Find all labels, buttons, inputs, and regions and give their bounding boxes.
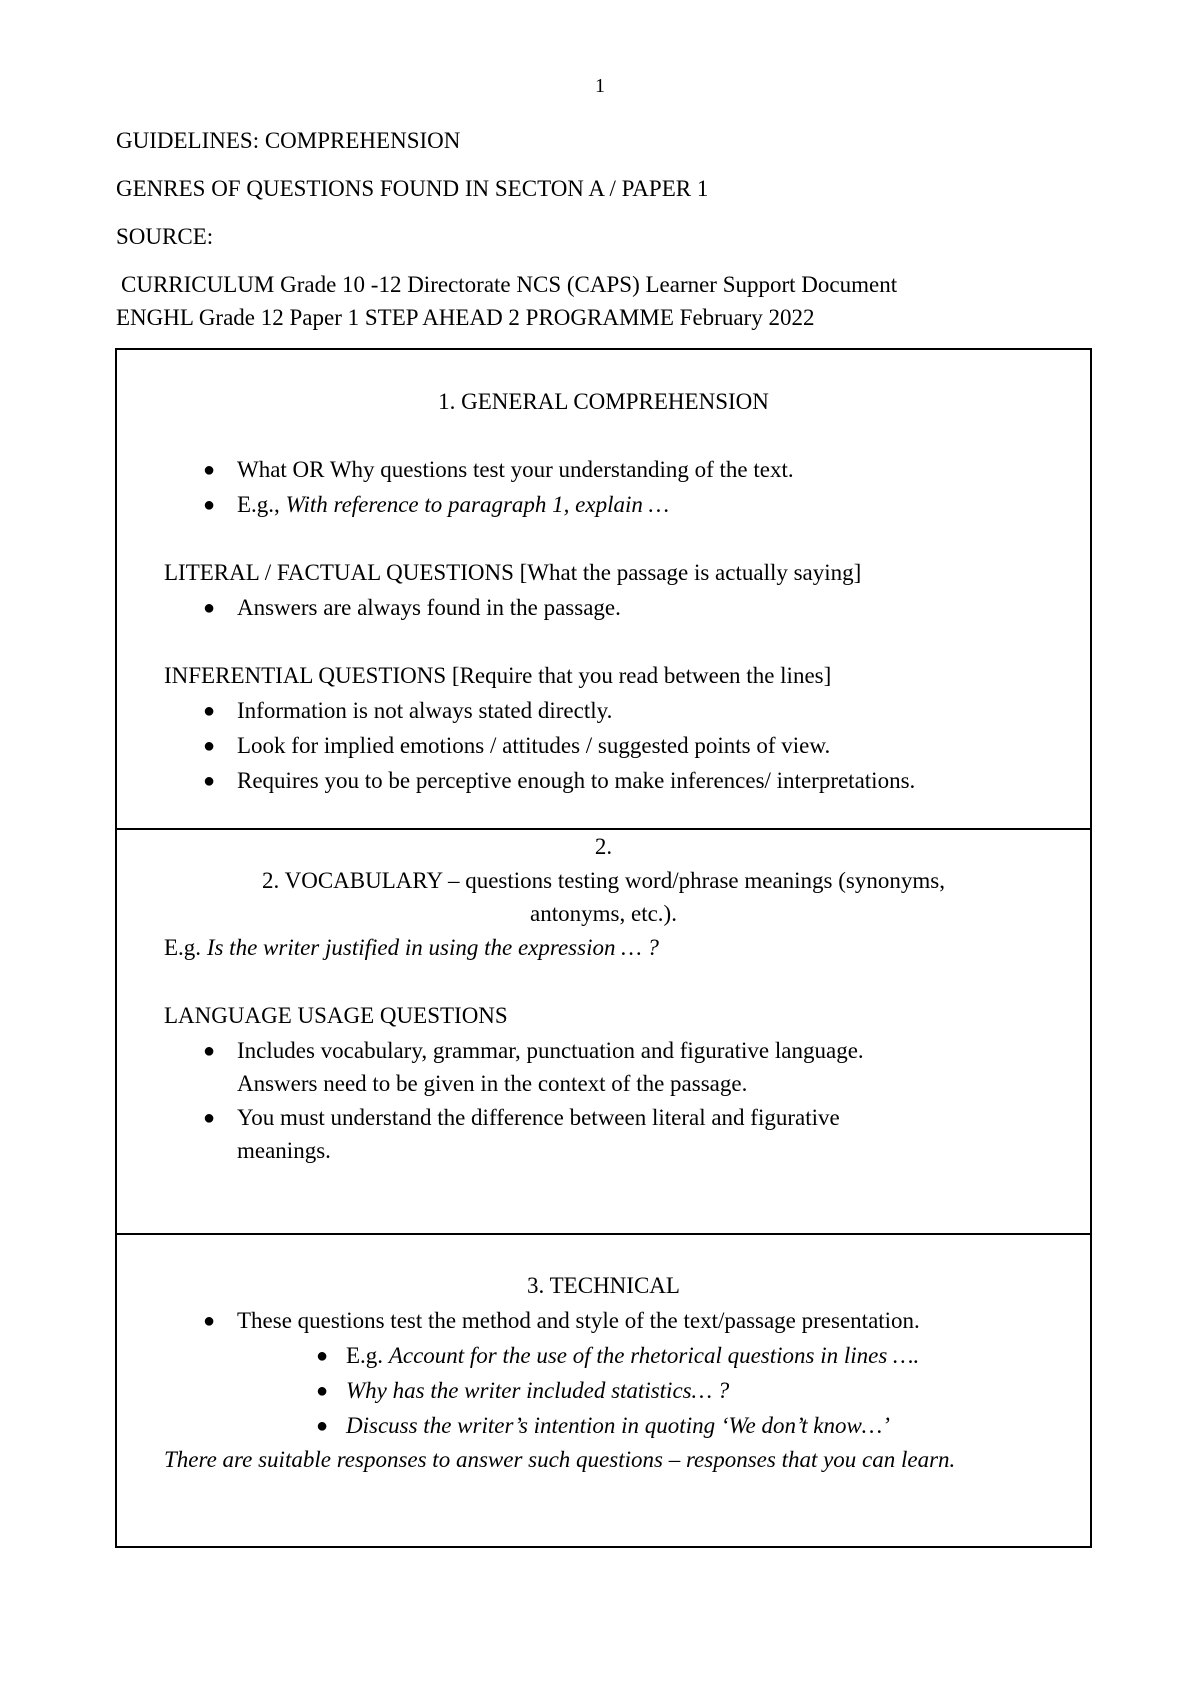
section-1-title: 1. GENERAL COMPREHENSION (438, 389, 769, 414)
bullet-icon: ● (203, 1107, 216, 1129)
list-item: ● Answers are always found in the passage. (237, 591, 621, 625)
bullet-icon: ● (203, 1040, 216, 1062)
source-label: SOURCE: (116, 224, 214, 249)
page-number: 1 (595, 75, 605, 97)
list-item: ● You must understand the difference between literal and figurative (237, 1101, 840, 1135)
vocabulary-box (115, 830, 1092, 1235)
literal-heading: LITERAL / FACTUAL QUESTIONS [What the passage is actually saying] (164, 560, 862, 585)
list-item-continuation: Answers need to be given in the context of the passage. (237, 1071, 748, 1096)
bullet-icon: ● (203, 700, 216, 722)
section-3-title: 3. TECHNICAL (527, 1273, 680, 1298)
bullet-icon: ● (316, 1380, 329, 1402)
list-item: ● E.g., With reference to paragraph 1, explain … (237, 488, 669, 522)
bullet-icon: ● (203, 1310, 216, 1332)
source-line-1: CURRICULUM Grade 10 -12 Directorate NCS (CAPS) Learner Support Document (121, 272, 898, 297)
list-item: ● Information is not always stated directly. (237, 694, 612, 728)
section-2-title-cont: antonyms, etc.). (530, 901, 677, 926)
bullet-icon: ● (316, 1415, 329, 1437)
list-item-continuation: meanings. (237, 1138, 331, 1163)
inferential-heading: INFERENTIAL QUESTIONS [Require that you read between the lines] (164, 663, 832, 688)
bullet-icon: ● (203, 459, 216, 481)
general-comprehension-box (115, 348, 1092, 830)
sub-list-item: ● Discuss the writer’s intention in quoting ‘We don’t know…’ (346, 1409, 890, 1443)
list-item: ● These questions test the method and style of the text/passage presentation. (237, 1304, 920, 1338)
sub-list-item: ● E.g. Account for the use of the rhetorical questions in lines …. (346, 1339, 919, 1373)
list-item: ● Includes vocabulary, grammar, punctuation and figurative language. (237, 1034, 864, 1068)
source-line-2: ENGHL Grade 12 Paper 1 STEP AHEAD 2 PROGRAMME February 2022 (116, 305, 815, 330)
sub-list-item: ● Why has the writer included statistics… ? (346, 1374, 729, 1408)
section-2-title: 2. VOCABULARY – questions testing word/phrase meanings (synonyms, (262, 868, 945, 893)
language-usage-heading: LANGUAGE USAGE QUESTIONS (164, 1003, 508, 1028)
document-subtitle: GENRES OF QUESTIONS FOUND IN SECTON A / PAPER 1 (116, 176, 709, 201)
section-2-marker: 2. (594, 834, 613, 859)
document-title: GUIDELINES: COMPREHENSION (116, 128, 461, 153)
bullet-icon: ● (203, 597, 216, 619)
bullet-icon: ● (203, 494, 216, 516)
technical-box (115, 1235, 1092, 1548)
list-item: ● Look for implied emotions / attitudes / suggested points of view. (237, 729, 830, 763)
closing-note: There are suitable responses to answer such questions – responses that you can learn. (164, 1447, 956, 1472)
bullet-icon: ● (203, 770, 216, 792)
list-item: ● What OR Why questions test your understanding of the text. (237, 453, 794, 487)
vocabulary-example: E.g. Is the writer justified in using the expression … ? (164, 935, 659, 960)
list-item: ● Requires you to be perceptive enough to make inferences/ interpretations. (237, 764, 915, 798)
bullet-icon: ● (203, 735, 216, 757)
bullet-icon: ● (316, 1345, 329, 1367)
